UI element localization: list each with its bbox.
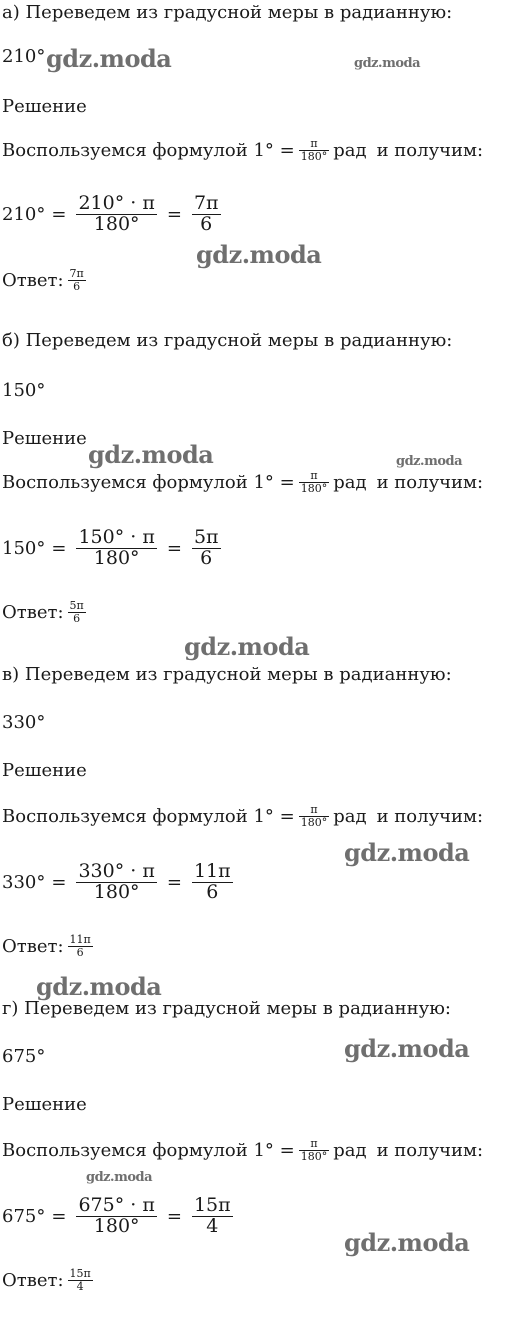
answer-label: Ответ: [2, 269, 64, 291]
part-b-heading: б) Переведем из градусной меры в радианную: [2, 330, 453, 351]
formula-and-get: и получим: [376, 139, 484, 161]
part-c-formula: Воспользуемся формулой 1° = $\frac{\pi}{180^\circ}$ рад и получим: [2, 803, 484, 829]
part-c-equation: 330° = $\frac{330^\circ \cdot \pi}{180^\circ}$ = $\frac{11\pi}{6}$ [2, 860, 231, 903]
part-c-degree: 330° [2, 712, 46, 733]
formula-fraction [299, 138, 330, 162]
part-a-solution-label: Решение [2, 96, 87, 117]
watermark: gdz.moda [396, 454, 463, 469]
equation-fraction: $\frac{210^\circ \cdot \pi}{180^\circ}$ [78, 192, 155, 235]
part-d-heading: г) Переведем из градусной меры в радианную: [2, 998, 451, 1019]
answer-fraction: $\frac{7\pi}{6}$ [69, 267, 84, 293]
watermark: gdz.moda [344, 838, 470, 867]
part-d-solution-label: Решение [2, 1094, 87, 1115]
part-b-degree: 150° [2, 380, 46, 401]
part-c-solution-label: Решение [2, 760, 87, 781]
formula-text: Воспользуемся формулой 1° = [2, 139, 295, 161]
part-d-answer: Ответ: $\frac{15\pi}{4}$ [2, 1267, 91, 1293]
watermark: gdz.moda [46, 44, 172, 73]
part-c-heading: в) Переведем из градусной меры в радианную: [2, 664, 452, 685]
watermark: gdz.moda [196, 240, 322, 269]
part-a-equation: 210° = $\frac{210^\circ \cdot \pi}{180^\circ}$ = $\frac{7\pi}{6}$ [2, 192, 219, 235]
part-b-formula: Воспользуемся формулой 1° = $\frac{\pi}{180^\circ}$ рад и получим: [2, 469, 484, 495]
part-d-equation: 675° = $\frac{675^\circ \cdot \pi}{180^\circ}$ = $\frac{15\pi}{4}$ [2, 1194, 231, 1237]
formula-fraction-den: 180° [300, 149, 328, 163]
watermark: gdz.moda [354, 56, 421, 71]
part-d-formula: Воспользуемся формулой 1° = $\frac{\pi}{180^\circ}$ рад и получим: [2, 1137, 484, 1163]
part-a-answer [2, 268, 90, 292]
formula-fraction-num: π [310, 137, 318, 150]
equation-degree: 210° [2, 203, 46, 225]
formula-rad: рад [333, 139, 367, 161]
part-a-formula [2, 138, 483, 162]
part-a-degree: 210° [2, 46, 46, 67]
part-b-equation: 150° = $\frac{150^\circ \cdot \pi}{180^\circ}$ = $\frac{5\pi}{6}$ [2, 526, 219, 569]
part-d-degree: 675° [2, 1046, 46, 1067]
equation-result: $\frac{7\pi}{6}$ [193, 192, 219, 235]
part-c-answer: Ответ: $\frac{11\pi}{6}$ [2, 933, 91, 959]
part-a-heading: а) Переведем из градусной меры в радианную: [2, 2, 453, 23]
watermark: gdz.moda [344, 1228, 470, 1257]
part-b-solution-label: Решение [2, 428, 87, 449]
watermark: gdz.moda [344, 1034, 470, 1063]
watermark: gdz.moda [36, 972, 162, 1001]
watermark: gdz.moda [184, 632, 310, 661]
part-b-answer: Ответ: $\frac{5\pi}{6}$ [2, 599, 84, 625]
watermark: gdz.moda [86, 1170, 153, 1185]
watermark: gdz.moda [88, 440, 214, 469]
